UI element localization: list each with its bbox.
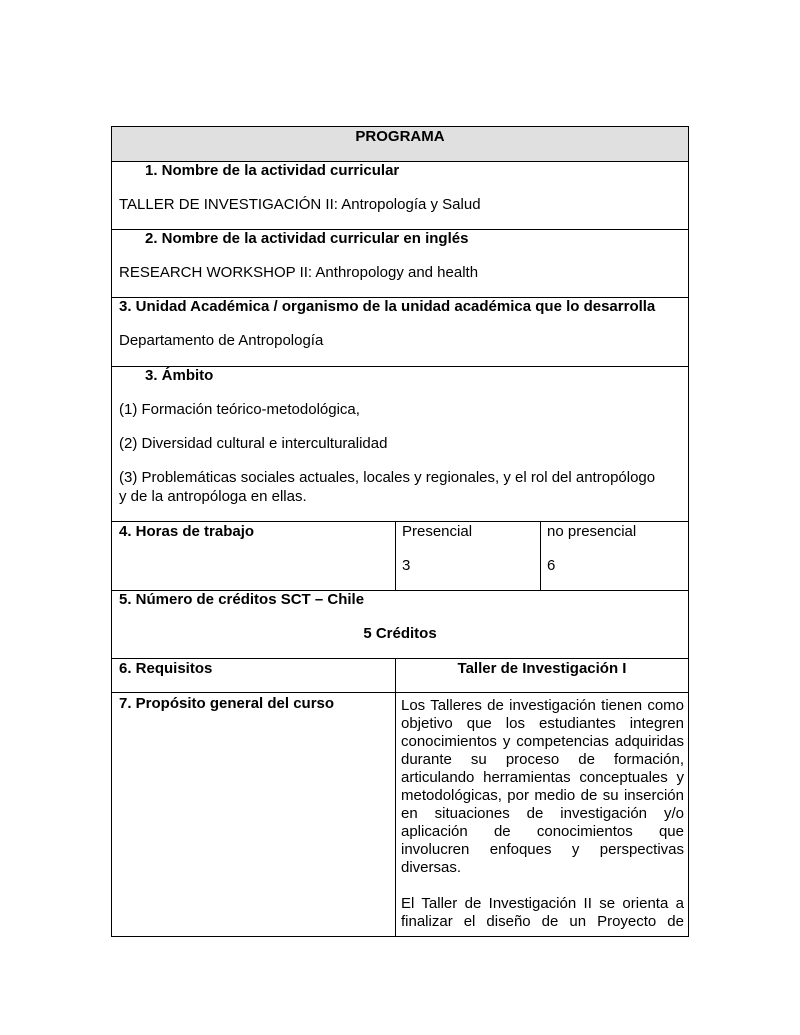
header-title: PROGRAMA <box>355 128 445 145</box>
presencial-label: Presencial <box>402 523 473 540</box>
ambito-title: 3. Ámbito <box>145 367 214 384</box>
horas-title: 4. Horas de trabajo <box>119 523 255 540</box>
presencial-value: 3 <box>402 557 411 574</box>
s3-value: Departamento de Antropología <box>119 332 324 349</box>
proposito-title: 7. Propósito general del curso <box>119 695 335 712</box>
ambito-item: (3) Problemáticas sociales actuales, locales y regionales, y el rol del antropólogo <box>119 469 656 486</box>
creditos-title: 5. Número de créditos SCT – Chile <box>119 591 365 608</box>
s2-value: RESEARCH WORKSHOP II: Anthropology and health <box>119 264 479 281</box>
requisitos-value: Taller de Investigación I <box>457 660 627 677</box>
proposito-paragraph: El Taller de Investigación II se orienta a finalizar el diseño de un Proyecto de <box>401 895 684 930</box>
ambito-item: y de la antropóloga en ellas. <box>119 488 307 505</box>
ambito-item: (1) Formación teórico-metodológica, <box>119 401 360 418</box>
s1-value: TALLER DE INVESTIGACIÓN II: Antropología y Salud <box>119 196 481 213</box>
s1-title: 1. Nombre de la actividad curricular <box>145 162 400 179</box>
no-presencial-value: 6 <box>547 557 556 574</box>
s2-title: 2. Nombre de la actividad curricular en inglés <box>145 230 469 247</box>
ambito-item: (2) Diversidad cultural e interculturalidad <box>119 435 388 452</box>
no-presencial-label: no presencial <box>547 523 637 540</box>
s3-title: 3. Unidad Académica / organismo de la unidad académica que lo desarrolla <box>119 298 656 315</box>
requisitos-title: 6. Requisitos <box>119 660 213 677</box>
proposito-paragraph: Los Talleres de investigación tienen como objetivo que los estudiantes integren conocimientos y competencias adquiridas durante su proceso de formación, articulando herramientas conceptuales y metodológicas, por medio de su inserción en situaciones de investigación y/o aplicación de conocimientos que involucren enfoques y perspectivas diversas. <box>401 697 684 876</box>
proposito-text <box>401 697 684 949</box>
creditos-value: 5 Créditos <box>363 625 437 642</box>
